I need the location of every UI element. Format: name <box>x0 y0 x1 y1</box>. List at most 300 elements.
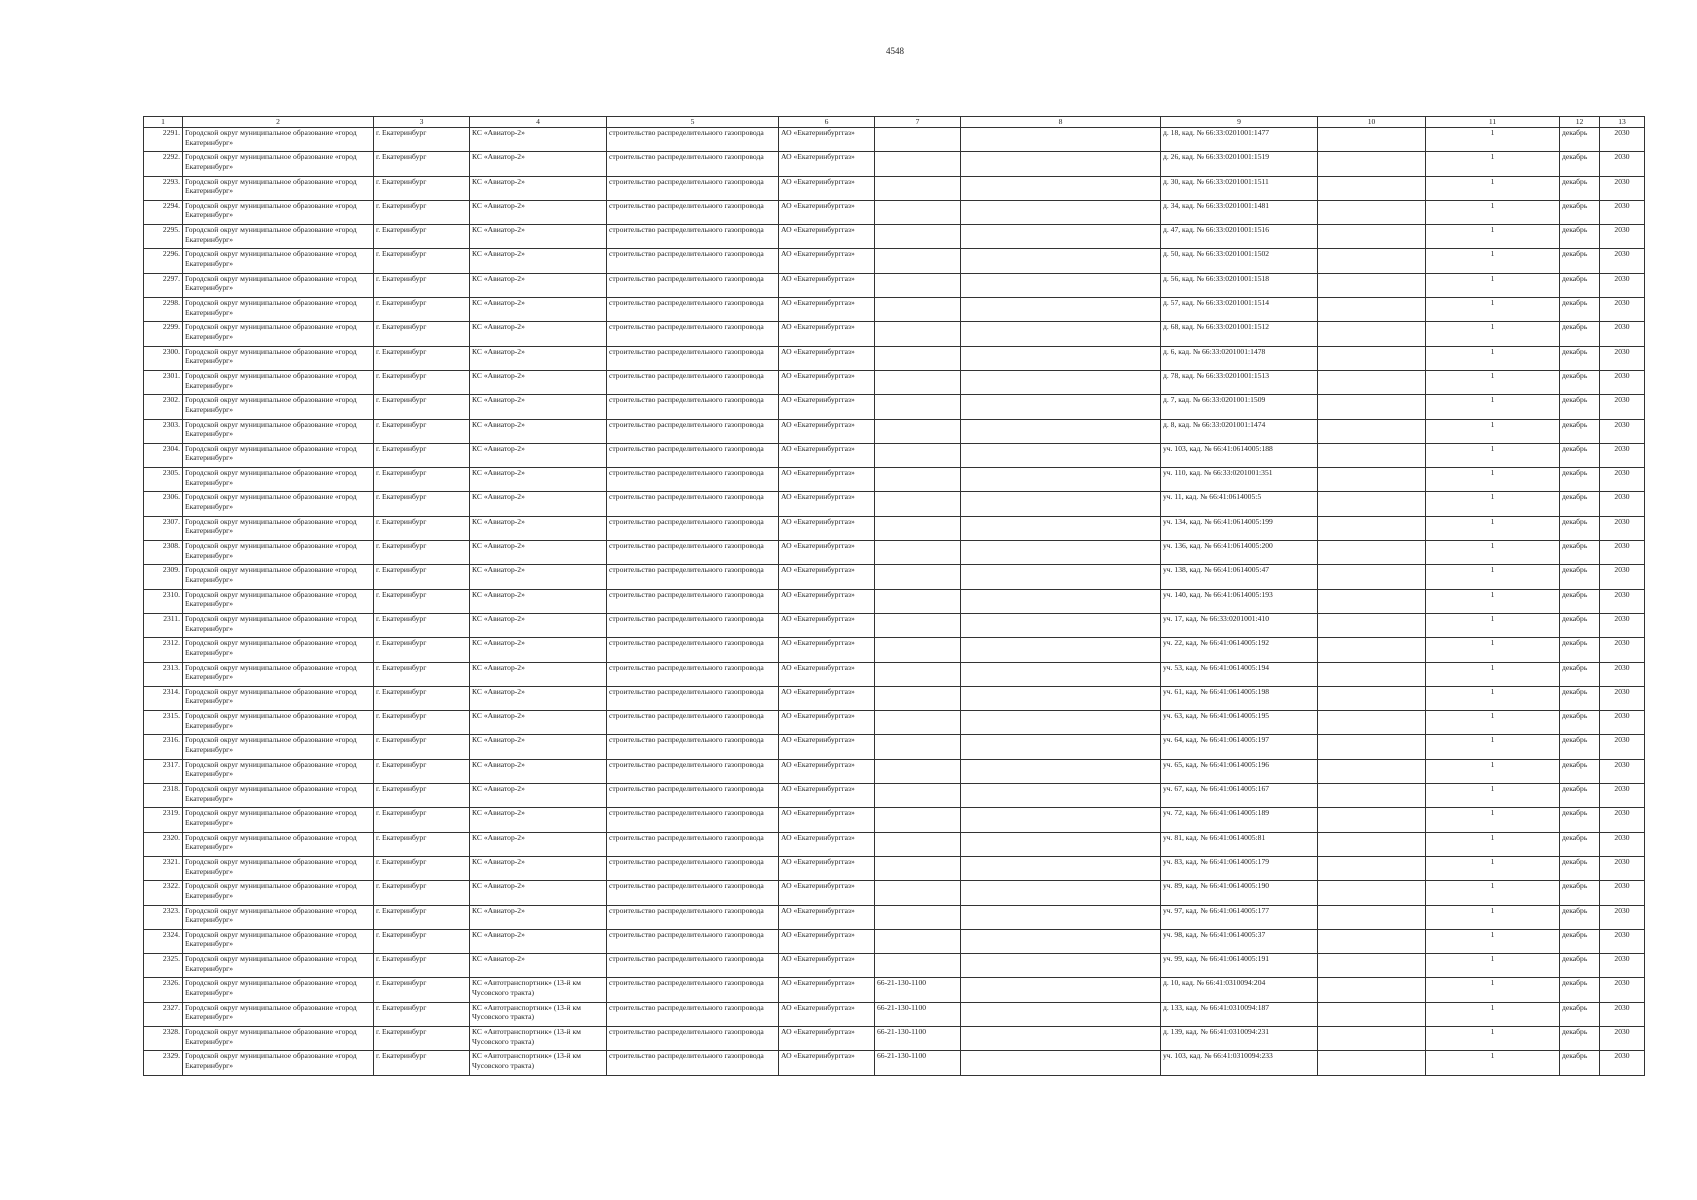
municipality-cell: Городской округ муниципальное образование «город Екатеринбург» <box>183 954 374 978</box>
row-number-cell: 2293. <box>144 176 183 200</box>
organization-cell: АО «Екатеринбурггаз» <box>779 225 875 249</box>
code-cell <box>875 541 961 565</box>
quantity-cell: 1 <box>1426 516 1560 540</box>
quantity-cell: 1 <box>1426 954 1560 978</box>
organization-cell: АО «Екатеринбурггаз» <box>779 443 875 467</box>
empty-cell <box>1318 784 1426 808</box>
table-row <box>144 492 1645 516</box>
organization-cell: АО «Екатеринбурггаз» <box>779 176 875 200</box>
municipality-cell: Городской округ муниципальное образование «город Екатеринбург» <box>183 176 374 200</box>
organization-cell: АО «Екатеринбурггаз» <box>779 395 875 419</box>
address-cell: уч. 72, кад. № 66:41:0614005:189 <box>1161 808 1318 832</box>
empty-cell <box>1318 1026 1426 1050</box>
year-cell: 2030 <box>1600 662 1645 686</box>
empty-cell <box>1318 832 1426 856</box>
object-cell: КС «Авиатор-2» <box>470 541 607 565</box>
quantity-cell: 1 <box>1426 273 1560 297</box>
work-type-cell: строительство распределительного газопровода <box>607 419 779 443</box>
municipality-cell: Городской округ муниципальное образование «город Екатеринбург» <box>183 929 374 953</box>
empty-cell <box>961 905 1161 929</box>
year-cell: 2030 <box>1600 613 1645 637</box>
column-header: 7 <box>875 117 961 128</box>
quantity-cell: 1 <box>1426 419 1560 443</box>
work-type-cell: строительство распределительного газопровода <box>607 516 779 540</box>
address-cell: уч. 110, кад. № 66:33:0201001:351 <box>1161 468 1318 492</box>
table-row <box>144 249 1645 273</box>
object-cell: КС «Автотранспортник» (13-й км Чусовского тракта) <box>470 1051 607 1075</box>
empty-cell <box>961 565 1161 589</box>
row-number-cell: 2313. <box>144 662 183 686</box>
header-row <box>144 117 1645 128</box>
table-row <box>144 516 1645 540</box>
empty-cell <box>1318 443 1426 467</box>
municipality-cell: Городской округ муниципальное образование «город Екатеринбург» <box>183 735 374 759</box>
empty-cell <box>961 613 1161 637</box>
table-row <box>144 638 1645 662</box>
work-type-cell: строительство распределительного газопровода <box>607 954 779 978</box>
code-cell <box>875 516 961 540</box>
municipality-cell: Городской округ муниципальное образование «город Екатеринбург» <box>183 759 374 783</box>
table-row <box>144 784 1645 808</box>
year-cell: 2030 <box>1600 784 1645 808</box>
city-cell: г. Екатеринбург <box>374 541 470 565</box>
address-cell: уч. 83, кад. № 66:41:0614005:179 <box>1161 856 1318 880</box>
work-type-cell: строительство распределительного газопровода <box>607 1051 779 1075</box>
month-cell: декабрь <box>1560 298 1600 322</box>
empty-cell <box>961 784 1161 808</box>
month-cell: декабрь <box>1560 225 1600 249</box>
address-cell: уч. 103, кад. № 66:41:0614005:188 <box>1161 443 1318 467</box>
city-cell: г. Екатеринбург <box>374 954 470 978</box>
work-type-cell: строительство распределительного газопровода <box>607 128 779 152</box>
organization-cell: АО «Екатеринбурггаз» <box>779 929 875 953</box>
table-row <box>144 662 1645 686</box>
empty-cell <box>1318 541 1426 565</box>
code-cell <box>875 589 961 613</box>
empty-cell <box>961 881 1161 905</box>
organization-cell: АО «Екатеринбурггаз» <box>779 273 875 297</box>
object-cell: КС «Авиатор-2» <box>470 298 607 322</box>
table-row <box>144 565 1645 589</box>
organization-cell: АО «Екатеринбурггаз» <box>779 1002 875 1026</box>
row-number-cell: 2299. <box>144 322 183 346</box>
organization-cell: АО «Екатеринбурггаз» <box>779 152 875 176</box>
organization-cell: АО «Екатеринбурггаз» <box>779 322 875 346</box>
year-cell: 2030 <box>1600 225 1645 249</box>
month-cell: декабрь <box>1560 735 1600 759</box>
organization-cell: АО «Екатеринбурггаз» <box>779 686 875 710</box>
municipality-cell: Городской округ муниципальное образование «город Екатеринбург» <box>183 516 374 540</box>
empty-cell <box>1318 881 1426 905</box>
month-cell: декабрь <box>1560 784 1600 808</box>
month-cell: декабрь <box>1560 638 1600 662</box>
quantity-cell: 1 <box>1426 200 1560 224</box>
work-type-cell: строительство распределительного газопровода <box>607 735 779 759</box>
municipality-cell: Городской округ муниципальное образование «город Екатеринбург» <box>183 565 374 589</box>
month-cell: декабрь <box>1560 419 1600 443</box>
work-type-cell: строительство распределительного газопровода <box>607 395 779 419</box>
empty-cell <box>961 298 1161 322</box>
empty-cell <box>1318 370 1426 394</box>
month-cell: декабрь <box>1560 346 1600 370</box>
empty-cell <box>961 443 1161 467</box>
empty-cell <box>1318 662 1426 686</box>
organization-cell: АО «Екатеринбурггаз» <box>779 346 875 370</box>
work-type-cell: строительство распределительного газопровода <box>607 273 779 297</box>
row-number-cell: 2323. <box>144 905 183 929</box>
month-cell: декабрь <box>1560 929 1600 953</box>
work-type-cell: строительство распределительного газопровода <box>607 929 779 953</box>
empty-cell <box>1318 200 1426 224</box>
empty-cell <box>1318 516 1426 540</box>
address-cell: уч. 81, кад. № 66:41:0614005:81 <box>1161 832 1318 856</box>
empty-cell <box>961 128 1161 152</box>
month-cell: декабрь <box>1560 541 1600 565</box>
object-cell: КС «Авиатор-2» <box>470 468 607 492</box>
year-cell: 2030 <box>1600 759 1645 783</box>
work-type-cell: строительство распределительного газопровода <box>607 249 779 273</box>
city-cell: г. Екатеринбург <box>374 1002 470 1026</box>
empty-cell <box>1318 152 1426 176</box>
quantity-cell: 1 <box>1426 662 1560 686</box>
year-cell: 2030 <box>1600 686 1645 710</box>
empty-cell <box>1318 613 1426 637</box>
municipality-cell: Городской округ муниципальное образование «город Екатеринбург» <box>183 1002 374 1026</box>
object-cell: КС «Авиатор-2» <box>470 929 607 953</box>
address-cell: уч. 98, кад. № 66:41:0614005:37 <box>1161 929 1318 953</box>
table-body <box>144 128 1645 1076</box>
code-cell <box>875 152 961 176</box>
year-cell: 2030 <box>1600 856 1645 880</box>
empty-cell <box>961 759 1161 783</box>
municipality-cell: Городской округ муниципальное образование «город Екатеринбург» <box>183 856 374 880</box>
month-cell: декабрь <box>1560 1051 1600 1075</box>
table-row <box>144 856 1645 880</box>
table-row <box>144 978 1645 1002</box>
empty-cell <box>1318 1051 1426 1075</box>
column-header: 6 <box>779 117 875 128</box>
code-cell <box>875 128 961 152</box>
address-cell: уч. 11, кад. № 66:41:0614005:5 <box>1161 492 1318 516</box>
quantity-cell: 1 <box>1426 176 1560 200</box>
row-number-cell: 2326. <box>144 978 183 1002</box>
code-cell <box>875 273 961 297</box>
empty-cell <box>961 929 1161 953</box>
empty-cell <box>1318 808 1426 832</box>
address-cell: д. 26, кад. № 66:33:0201001:1519 <box>1161 152 1318 176</box>
code-cell <box>875 856 961 880</box>
month-cell: декабрь <box>1560 176 1600 200</box>
organization-cell: АО «Екатеринбурггаз» <box>779 662 875 686</box>
code-cell <box>875 638 961 662</box>
empty-cell <box>1318 589 1426 613</box>
municipality-cell: Городской округ муниципальное образование «город Екатеринбург» <box>183 225 374 249</box>
code-cell: 66-21-130-1100 <box>875 1051 961 1075</box>
object-cell: КС «Авиатор-2» <box>470 735 607 759</box>
municipality-cell: Городской округ муниципальное образование «город Екатеринбург» <box>183 395 374 419</box>
table-row <box>144 905 1645 929</box>
work-type-cell: строительство распределительного газопровода <box>607 784 779 808</box>
row-number-cell: 2301. <box>144 370 183 394</box>
year-cell: 2030 <box>1600 468 1645 492</box>
city-cell: г. Екатеринбург <box>374 808 470 832</box>
empty-cell <box>961 832 1161 856</box>
code-cell <box>875 613 961 637</box>
column-header: 5 <box>607 117 779 128</box>
empty-cell <box>961 200 1161 224</box>
column-header: 2 <box>183 117 374 128</box>
month-cell: декабрь <box>1560 468 1600 492</box>
year-cell: 2030 <box>1600 954 1645 978</box>
city-cell: г. Екатеринбург <box>374 225 470 249</box>
row-number-cell: 2306. <box>144 492 183 516</box>
address-cell: уч. 67, кад. № 66:41:0614005:167 <box>1161 784 1318 808</box>
object-cell: КС «Авиатор-2» <box>470 686 607 710</box>
code-cell <box>875 492 961 516</box>
object-cell: КС «Авиатор-2» <box>470 905 607 929</box>
empty-cell <box>1318 249 1426 273</box>
empty-cell <box>961 152 1161 176</box>
column-header: 13 <box>1600 117 1645 128</box>
organization-cell: АО «Екатеринбурггаз» <box>779 735 875 759</box>
municipality-cell: Городской округ муниципальное образование «город Екатеринбург» <box>183 638 374 662</box>
year-cell: 2030 <box>1600 541 1645 565</box>
empty-cell <box>1318 905 1426 929</box>
organization-cell: АО «Екатеринбурггаз» <box>779 468 875 492</box>
address-cell: уч. 89, кад. № 66:41:0614005:190 <box>1161 881 1318 905</box>
table-row <box>144 128 1645 152</box>
object-cell: КС «Авиатор-2» <box>470 443 607 467</box>
work-type-cell: строительство распределительного газопровода <box>607 468 779 492</box>
row-number-cell: 2311. <box>144 613 183 637</box>
table-row <box>144 298 1645 322</box>
row-number-cell: 2329. <box>144 1051 183 1075</box>
empty-cell <box>961 516 1161 540</box>
code-cell <box>875 784 961 808</box>
municipality-cell: Городской округ муниципальное образование «город Екатеринбург» <box>183 881 374 905</box>
city-cell: г. Екатеринбург <box>374 784 470 808</box>
table-row <box>144 370 1645 394</box>
year-cell: 2030 <box>1600 832 1645 856</box>
address-cell: уч. 61, кад. № 66:41:0614005:198 <box>1161 686 1318 710</box>
city-cell: г. Екатеринбург <box>374 565 470 589</box>
year-cell: 2030 <box>1600 395 1645 419</box>
column-header: 3 <box>374 117 470 128</box>
row-number-cell: 2302. <box>144 395 183 419</box>
year-cell: 2030 <box>1600 200 1645 224</box>
object-cell: КС «Авиатор-2» <box>470 176 607 200</box>
work-type-cell: строительство распределительного газопровода <box>607 711 779 735</box>
address-cell: уч. 136, кад. № 66:41:0614005:200 <box>1161 541 1318 565</box>
organization-cell: АО «Екатеринбурггаз» <box>779 492 875 516</box>
table-row <box>144 711 1645 735</box>
address-cell: уч. 63, кад. № 66:41:0614005:195 <box>1161 711 1318 735</box>
organization-cell: АО «Екатеринбурггаз» <box>779 589 875 613</box>
object-cell: КС «Авиатор-2» <box>470 613 607 637</box>
column-header: 12 <box>1560 117 1600 128</box>
code-cell <box>875 322 961 346</box>
organization-cell: АО «Екатеринбурггаз» <box>779 881 875 905</box>
row-number-cell: 2310. <box>144 589 183 613</box>
empty-cell <box>1318 638 1426 662</box>
month-cell: декабрь <box>1560 954 1600 978</box>
municipality-cell: Городской округ муниципальное образование «город Екатеринбург» <box>183 589 374 613</box>
organization-cell: АО «Екатеринбурггаз» <box>779 808 875 832</box>
row-number-cell: 2314. <box>144 686 183 710</box>
municipality-cell: Городской округ муниципальное образование «город Екатеринбург» <box>183 419 374 443</box>
year-cell: 2030 <box>1600 298 1645 322</box>
quantity-cell: 1 <box>1426 225 1560 249</box>
table-row <box>144 225 1645 249</box>
city-cell: г. Екатеринбург <box>374 613 470 637</box>
code-cell <box>875 905 961 929</box>
object-cell: КС «Авиатор-2» <box>470 638 607 662</box>
table-row <box>144 443 1645 467</box>
organization-cell: АО «Екатеринбурггаз» <box>779 128 875 152</box>
month-cell: декабрь <box>1560 881 1600 905</box>
work-type-cell: строительство распределительного газопровода <box>607 443 779 467</box>
row-number-cell: 2304. <box>144 443 183 467</box>
address-cell: д. 68, кад. № 66:33:0201001:1512 <box>1161 322 1318 346</box>
column-header: 10 <box>1318 117 1426 128</box>
object-cell: КС «Авиатор-2» <box>470 565 607 589</box>
month-cell: декабрь <box>1560 808 1600 832</box>
quantity-cell: 1 <box>1426 370 1560 394</box>
address-cell: уч. 17, кад. № 66:33:0201001:410 <box>1161 613 1318 637</box>
empty-cell <box>1318 225 1426 249</box>
empty-cell <box>961 322 1161 346</box>
work-type-cell: строительство распределительного газопровода <box>607 225 779 249</box>
city-cell: г. Екатеринбург <box>374 881 470 905</box>
row-number-cell: 2325. <box>144 954 183 978</box>
object-cell: КС «Авиатор-2» <box>470 711 607 735</box>
row-number-cell: 2308. <box>144 541 183 565</box>
organization-cell: АО «Екатеринбурггаз» <box>779 613 875 637</box>
city-cell: г. Екатеринбург <box>374 1051 470 1075</box>
empty-cell <box>961 1026 1161 1050</box>
table-row <box>144 929 1645 953</box>
year-cell: 2030 <box>1600 370 1645 394</box>
month-cell: декабрь <box>1560 492 1600 516</box>
column-header: 9 <box>1161 117 1318 128</box>
row-number-cell: 2307. <box>144 516 183 540</box>
year-cell: 2030 <box>1600 176 1645 200</box>
object-cell: КС «Автотранспортник» (13-й км Чусовского тракта) <box>470 978 607 1002</box>
empty-cell <box>1318 686 1426 710</box>
organization-cell: АО «Екатеринбурггаз» <box>779 954 875 978</box>
municipality-cell: Городской округ муниципальное образование «город Екатеринбург» <box>183 541 374 565</box>
year-cell: 2030 <box>1600 881 1645 905</box>
empty-cell <box>961 1051 1161 1075</box>
municipality-cell: Городской округ муниципальное образование «город Екатеринбург» <box>183 152 374 176</box>
year-cell: 2030 <box>1600 322 1645 346</box>
year-cell: 2030 <box>1600 808 1645 832</box>
empty-cell <box>1318 492 1426 516</box>
table-row <box>144 832 1645 856</box>
row-number-cell: 2298. <box>144 298 183 322</box>
row-number-cell: 2327. <box>144 1002 183 1026</box>
quantity-cell: 1 <box>1426 735 1560 759</box>
object-cell: КС «Авиатор-2» <box>470 322 607 346</box>
quantity-cell: 1 <box>1426 1026 1560 1050</box>
empty-cell <box>1318 273 1426 297</box>
address-cell: уч. 53, кад. № 66:41:0614005:194 <box>1161 662 1318 686</box>
row-number-cell: 2322. <box>144 881 183 905</box>
quantity-cell: 1 <box>1426 395 1560 419</box>
work-type-cell: строительство распределительного газопровода <box>607 176 779 200</box>
work-type-cell: строительство распределительного газопровода <box>607 905 779 929</box>
work-type-cell: строительство распределительного газопровода <box>607 808 779 832</box>
address-cell: уч. 22, кад. № 66:41:0614005:192 <box>1161 638 1318 662</box>
object-cell: КС «Авиатор-2» <box>470 128 607 152</box>
address-cell: уч. 138, кад. № 66:41:0614005:47 <box>1161 565 1318 589</box>
table-row <box>144 954 1645 978</box>
row-number-cell: 2315. <box>144 711 183 735</box>
code-cell <box>875 686 961 710</box>
work-type-cell: строительство распределительного газопровода <box>607 978 779 1002</box>
month-cell: декабрь <box>1560 273 1600 297</box>
city-cell: г. Екатеринбург <box>374 589 470 613</box>
address-cell: д. 18, кад. № 66:33:0201001:1477 <box>1161 128 1318 152</box>
year-cell: 2030 <box>1600 152 1645 176</box>
empty-cell <box>1318 468 1426 492</box>
address-cell: д. 78, кад. № 66:33:0201001:1513 <box>1161 370 1318 394</box>
object-cell: КС «Авиатор-2» <box>470 249 607 273</box>
quantity-cell: 1 <box>1426 638 1560 662</box>
address-cell: д. 133, кад. № 66:41:0310094:187 <box>1161 1002 1318 1026</box>
quantity-cell: 1 <box>1426 443 1560 467</box>
year-cell: 2030 <box>1600 711 1645 735</box>
municipality-cell: Городской округ муниципальное образование «город Екатеринбург» <box>183 662 374 686</box>
month-cell: декабрь <box>1560 516 1600 540</box>
empty-cell <box>1318 419 1426 443</box>
month-cell: декабрь <box>1560 613 1600 637</box>
work-type-cell: строительство распределительного газопровода <box>607 346 779 370</box>
empty-cell <box>1318 395 1426 419</box>
organization-cell: АО «Екатеринбурггаз» <box>779 419 875 443</box>
organization-cell: АО «Екатеринбурггаз» <box>779 249 875 273</box>
year-cell: 2030 <box>1600 516 1645 540</box>
data-table <box>143 116 1645 1076</box>
table-row <box>144 735 1645 759</box>
object-cell: КС «Авиатор-2» <box>470 346 607 370</box>
year-cell: 2030 <box>1600 346 1645 370</box>
address-cell: уч. 140, кад. № 66:41:0614005:193 <box>1161 589 1318 613</box>
city-cell: г. Екатеринбург <box>374 322 470 346</box>
row-number-cell: 2300. <box>144 346 183 370</box>
empty-cell <box>1318 735 1426 759</box>
object-cell: КС «Авиатор-2» <box>470 662 607 686</box>
work-type-cell: строительство распределительного газопровода <box>607 1002 779 1026</box>
city-cell: г. Екатеринбург <box>374 152 470 176</box>
work-type-cell: строительство распределительного газопровода <box>607 322 779 346</box>
quantity-cell: 1 <box>1426 128 1560 152</box>
empty-cell <box>1318 759 1426 783</box>
work-type-cell: строительство распределительного газопровода <box>607 881 779 905</box>
month-cell: декабрь <box>1560 152 1600 176</box>
empty-cell <box>961 638 1161 662</box>
month-cell: декабрь <box>1560 978 1600 1002</box>
city-cell: г. Екатеринбург <box>374 929 470 953</box>
code-cell <box>875 808 961 832</box>
work-type-cell: строительство распределительного газопровода <box>607 200 779 224</box>
code-cell <box>875 298 961 322</box>
work-type-cell: строительство распределительного газопровода <box>607 152 779 176</box>
work-type-cell: строительство распределительного газопровода <box>607 832 779 856</box>
city-cell: г. Екатеринбург <box>374 711 470 735</box>
empty-cell <box>961 589 1161 613</box>
table-row <box>144 322 1645 346</box>
